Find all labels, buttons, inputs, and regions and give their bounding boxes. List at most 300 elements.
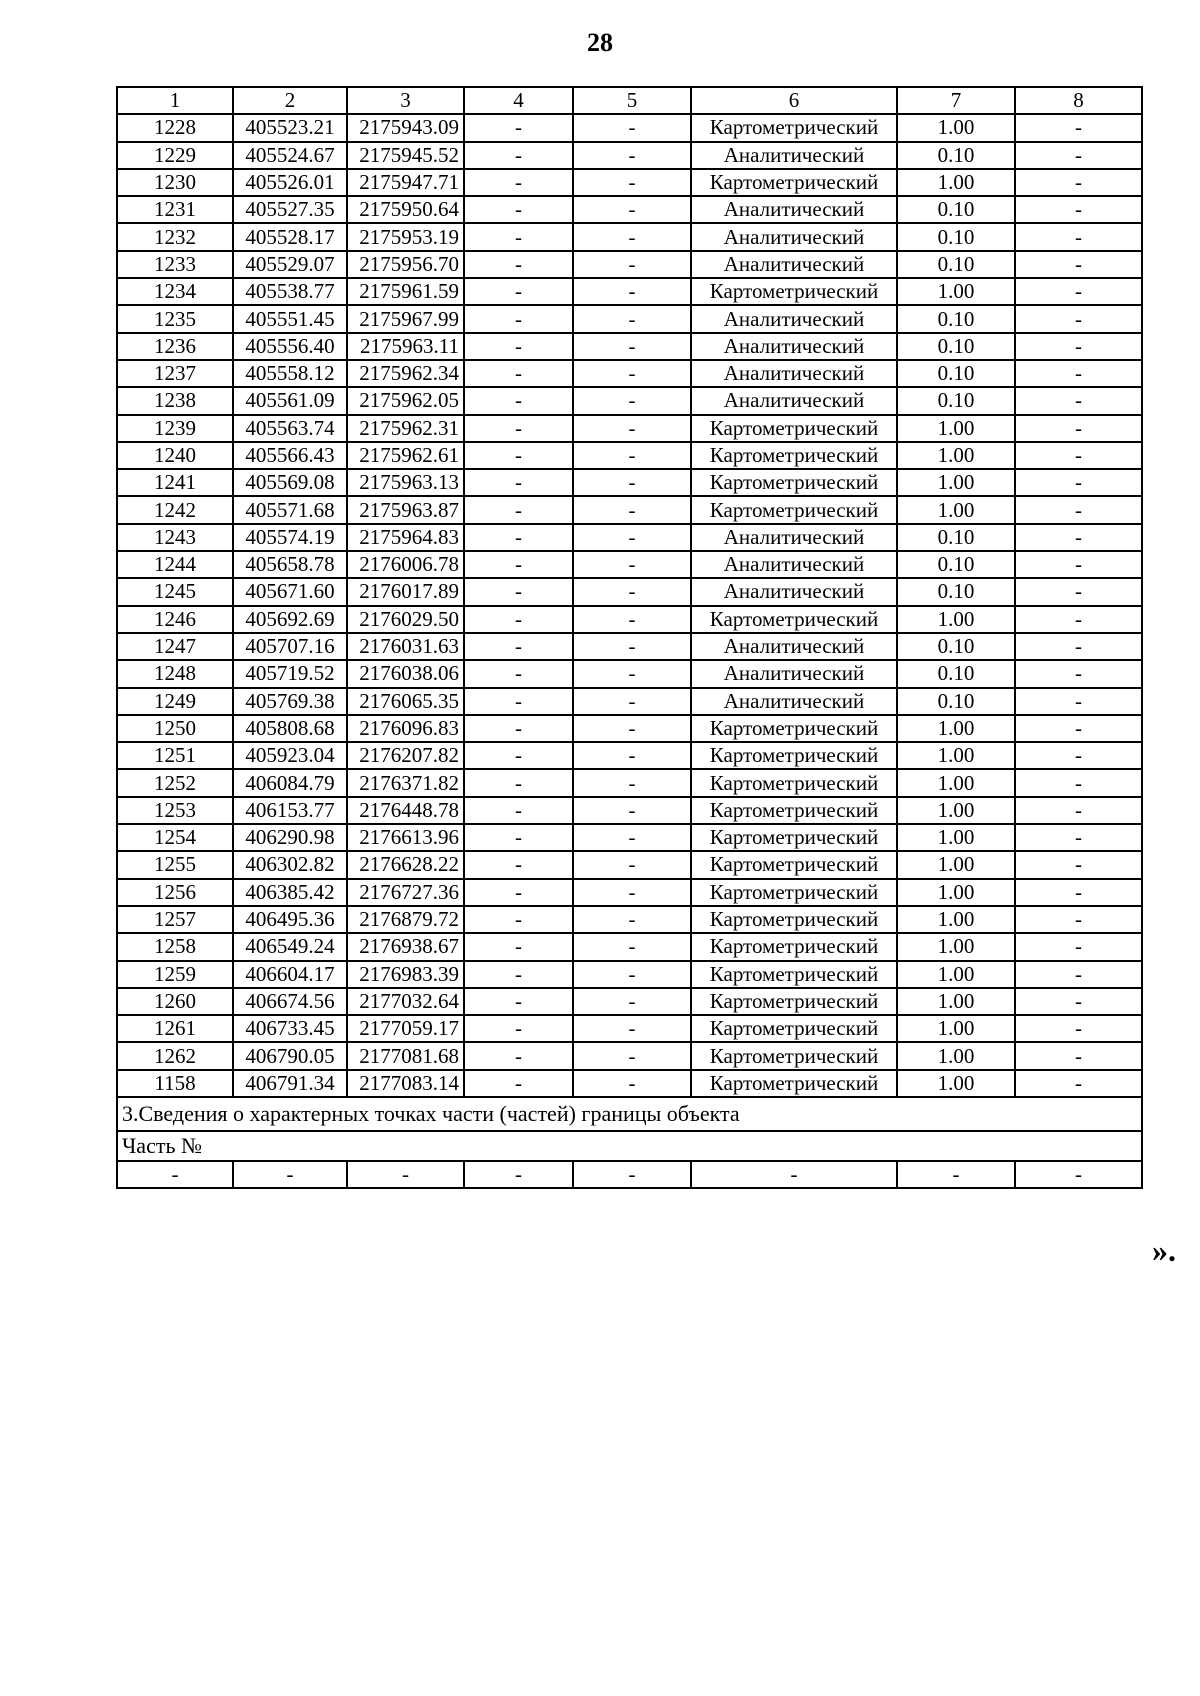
table-cell: Картометрический: [691, 114, 897, 141]
table-cell: 405923.04: [233, 742, 347, 769]
table-cell: 1238: [117, 387, 233, 414]
table-cell: -: [1015, 469, 1142, 496]
table-cell: 1.00: [897, 496, 1015, 523]
table-cell: -: [464, 251, 573, 278]
table-cell: Картометрический: [691, 278, 897, 305]
table-cell: 0.10: [897, 196, 1015, 223]
table-cell: Аналитический: [691, 196, 897, 223]
table-cell: 1228: [117, 114, 233, 141]
table-cell: 406084.79: [233, 769, 347, 796]
table-cell: -: [1015, 496, 1142, 523]
table-cell: 1262: [117, 1042, 233, 1069]
table-cell: -: [1015, 933, 1142, 960]
table-cell: 1245: [117, 578, 233, 605]
table-cell: 405528.17: [233, 223, 347, 250]
table-cell: 0.10: [897, 360, 1015, 387]
table-cell: -: [573, 251, 691, 278]
table-cell: 1230: [117, 169, 233, 196]
table-cell: 2177059.17: [347, 1015, 464, 1042]
table-cell: -: [1015, 251, 1142, 278]
table-cell: 405692.69: [233, 606, 347, 633]
table-cell: -: [1015, 879, 1142, 906]
table-row: [117, 742, 1142, 769]
table-cell: 2175963.13: [347, 469, 464, 496]
column-header: 4: [464, 87, 573, 114]
table-cell: 1.00: [897, 1015, 1015, 1042]
table-cell: -: [464, 196, 573, 223]
table-cell: -: [573, 305, 691, 332]
table-cell: -: [1015, 196, 1142, 223]
table-cell: -: [1015, 387, 1142, 414]
table-cell: 405671.60: [233, 578, 347, 605]
table-row: [117, 906, 1142, 933]
table-cell: 2175963.87: [347, 496, 464, 523]
table-cell: -: [464, 578, 573, 605]
table-cell: -: [573, 578, 691, 605]
table-row: [117, 933, 1142, 960]
table-cell: 406674.56: [233, 988, 347, 1015]
table-cell: -: [573, 387, 691, 414]
table-cell: 2175945.52: [347, 142, 464, 169]
table-cell: -: [464, 496, 573, 523]
table-cell: 1.00: [897, 769, 1015, 796]
table-row: [117, 278, 1142, 305]
column-header: 1: [117, 87, 233, 114]
table-cell: 405707.16: [233, 633, 347, 660]
table-cell: -: [464, 851, 573, 878]
table-cell: 2175967.99: [347, 305, 464, 332]
table-row: [117, 169, 1142, 196]
table-cell: Картометрический: [691, 851, 897, 878]
table-cell: 405558.12: [233, 360, 347, 387]
table-row: [117, 769, 1142, 796]
table-cell: 1248: [117, 660, 233, 687]
table-cell: -: [573, 715, 691, 742]
table-cell: -: [347, 1161, 464, 1188]
table-cell: 1.00: [897, 1042, 1015, 1069]
table-cell: 1232: [117, 223, 233, 250]
table-cell: 1.00: [897, 742, 1015, 769]
table-cell: 2176727.36: [347, 879, 464, 906]
table-cell: Картометрический: [691, 879, 897, 906]
table-cell: -: [573, 333, 691, 360]
table-row: [117, 251, 1142, 278]
table-cell: Аналитический: [691, 524, 897, 551]
table-cell: 1239: [117, 415, 233, 442]
table-cell: -: [464, 688, 573, 715]
table-cell: Аналитический: [691, 360, 897, 387]
table-cell: Картометрический: [691, 1015, 897, 1042]
table-cell: 406495.36: [233, 906, 347, 933]
table-cell: -: [573, 742, 691, 769]
table-cell: Картометрический: [691, 496, 897, 523]
table-cell: 405769.38: [233, 688, 347, 715]
table-cell: -: [1015, 305, 1142, 332]
table-row: [117, 142, 1142, 169]
table-cell: 0.10: [897, 142, 1015, 169]
table-row: [117, 223, 1142, 250]
table-header-row: [117, 87, 1142, 114]
table-cell: -: [691, 1161, 897, 1188]
table-cell: Аналитический: [691, 578, 897, 605]
table-cell: -: [464, 1161, 573, 1188]
table-cell: -: [1015, 1015, 1142, 1042]
table-cell: 405563.74: [233, 415, 347, 442]
table-cell: -: [573, 169, 691, 196]
table-cell: Картометрический: [691, 606, 897, 633]
column-header: 5: [573, 87, 691, 114]
table-cell: 2176938.67: [347, 933, 464, 960]
table-cell: -: [464, 387, 573, 414]
table-cell: 1.00: [897, 715, 1015, 742]
table-cell: Аналитический: [691, 251, 897, 278]
table-row: [117, 715, 1142, 742]
table-cell: 2175956.70: [347, 251, 464, 278]
table-cell: 2175962.31: [347, 415, 464, 442]
column-header: 8: [1015, 87, 1142, 114]
table-cell: -: [573, 633, 691, 660]
table-cell: -: [464, 906, 573, 933]
table-cell: -: [573, 442, 691, 469]
coordinates-table: [116, 86, 1143, 1189]
table-cell: 406733.45: [233, 1015, 347, 1042]
table-cell: 1255: [117, 851, 233, 878]
section-title-row: [117, 1097, 1142, 1131]
table-row: [117, 1015, 1142, 1042]
table-cell: -: [573, 1070, 691, 1097]
table-cell: -: [1015, 742, 1142, 769]
table-cell: 0.10: [897, 633, 1015, 660]
table-cell: -: [573, 415, 691, 442]
table-cell: -: [1015, 578, 1142, 605]
table-cell: 2175963.11: [347, 333, 464, 360]
table-cell: -: [1015, 851, 1142, 878]
table-cell: -: [464, 988, 573, 1015]
table-cell: -: [1015, 797, 1142, 824]
table-cell: 1.00: [897, 851, 1015, 878]
table-cell: 2176031.63: [347, 633, 464, 660]
table-row: [117, 879, 1142, 906]
table-cell: 0.10: [897, 387, 1015, 414]
table-cell: 2176983.39: [347, 961, 464, 988]
table-cell: -: [464, 305, 573, 332]
table-cell: -: [464, 1070, 573, 1097]
table-cell: 1.00: [897, 906, 1015, 933]
table-cell: -: [464, 551, 573, 578]
table-cell: 1261: [117, 1015, 233, 1042]
column-header: 3: [347, 87, 464, 114]
table-cell: 1256: [117, 879, 233, 906]
table-row: [117, 415, 1142, 442]
table-cell: Картометрический: [691, 988, 897, 1015]
table-cell: 405808.68: [233, 715, 347, 742]
table-cell: 2176038.06: [347, 660, 464, 687]
table-cell: 406385.42: [233, 879, 347, 906]
table-cell: -: [573, 851, 691, 878]
table-cell: -: [464, 469, 573, 496]
table-cell: 1234: [117, 278, 233, 305]
closing-quote: ».: [1152, 1232, 1176, 1268]
table-cell: -: [573, 797, 691, 824]
table-cell: -: [464, 142, 573, 169]
table-cell: 1246: [117, 606, 233, 633]
table-cell: Аналитический: [691, 387, 897, 414]
table-cell: 406153.77: [233, 797, 347, 824]
part-label-row: [117, 1131, 1142, 1161]
table-cell: Картометрический: [691, 469, 897, 496]
table-cell: -: [573, 688, 691, 715]
table-cell: 1244: [117, 551, 233, 578]
table-row: [117, 524, 1142, 551]
table-cell: Картометрический: [691, 415, 897, 442]
table-cell: 1.00: [897, 606, 1015, 633]
table-cell: Картометрический: [691, 906, 897, 933]
table-cell: -: [464, 114, 573, 141]
table-cell: 1.00: [897, 879, 1015, 906]
table-cell: 2175961.59: [347, 278, 464, 305]
table-cell: 1.00: [897, 797, 1015, 824]
table-cell: -: [1015, 415, 1142, 442]
table-cell: 1258: [117, 933, 233, 960]
table-cell: 1229: [117, 142, 233, 169]
table-cell: -: [573, 223, 691, 250]
table-cell: 2176613.96: [347, 824, 464, 851]
table-cell: Картометрический: [691, 824, 897, 851]
table-cell: 2175962.34: [347, 360, 464, 387]
table-cell: 405527.35: [233, 196, 347, 223]
table-cell: 2177083.14: [347, 1070, 464, 1097]
table-cell: -: [1015, 606, 1142, 633]
table-row: [117, 114, 1142, 141]
table-cell: -: [464, 442, 573, 469]
table-cell: -: [573, 524, 691, 551]
table-cell: -: [573, 933, 691, 960]
table-cell: Картометрический: [691, 1070, 897, 1097]
table-cell: 1252: [117, 769, 233, 796]
table-cell: Аналитический: [691, 660, 897, 687]
table-cell: -: [464, 660, 573, 687]
table-cell: 2176879.72: [347, 906, 464, 933]
table-row: [117, 1070, 1142, 1097]
table-row: [117, 496, 1142, 523]
table-cell: 1.00: [897, 988, 1015, 1015]
table-cell: 1257: [117, 906, 233, 933]
table-cell: 1.00: [897, 469, 1015, 496]
table-cell: -: [1015, 333, 1142, 360]
table-cell: 1240: [117, 442, 233, 469]
table-cell: 1.00: [897, 824, 1015, 851]
table-cell: 406604.17: [233, 961, 347, 988]
table-cell: -: [1015, 360, 1142, 387]
table-cell: -: [573, 360, 691, 387]
table-cell: 1.00: [897, 114, 1015, 141]
table-cell: Аналитический: [691, 633, 897, 660]
table-cell: 2176096.83: [347, 715, 464, 742]
table-cell: 2175962.61: [347, 442, 464, 469]
table-cell: -: [573, 496, 691, 523]
table-row: [117, 442, 1142, 469]
table-cell: -: [464, 933, 573, 960]
table-cell: -: [464, 415, 573, 442]
table-cell: 1259: [117, 961, 233, 988]
table-cell: -: [573, 469, 691, 496]
table-cell: 405556.40: [233, 333, 347, 360]
table-cell: -: [1015, 688, 1142, 715]
table-cell: 406790.05: [233, 1042, 347, 1069]
table-cell: Картометрический: [691, 933, 897, 960]
table-cell: 405571.68: [233, 496, 347, 523]
table-cell: 405574.19: [233, 524, 347, 551]
table-cell: -: [1015, 142, 1142, 169]
table-cell: -: [1015, 223, 1142, 250]
table-cell: -: [573, 1161, 691, 1188]
table-cell: -: [1015, 988, 1142, 1015]
table-cell: 1.00: [897, 169, 1015, 196]
table-row: [117, 851, 1142, 878]
table-row: [117, 333, 1142, 360]
table-cell: 0.10: [897, 333, 1015, 360]
table-cell: -: [573, 906, 691, 933]
table-cell: -: [573, 606, 691, 633]
table-cell: 2176628.22: [347, 851, 464, 878]
table-row: [117, 305, 1142, 332]
table-cell: Аналитический: [691, 223, 897, 250]
table-cell: 1251: [117, 742, 233, 769]
table-cell: -: [464, 223, 573, 250]
table-cell: -: [464, 333, 573, 360]
section-title: 3.Сведения о характерных точках части (частей) границы объекта: [117, 1097, 1142, 1131]
table-cell: -: [233, 1161, 347, 1188]
empty-row: [117, 1161, 1142, 1188]
table-cell: 405569.08: [233, 469, 347, 496]
table-cell: 405561.09: [233, 387, 347, 414]
table-cell: 1237: [117, 360, 233, 387]
table-cell: Аналитический: [691, 305, 897, 332]
table-cell: Картометрический: [691, 769, 897, 796]
table-cell: 1231: [117, 196, 233, 223]
table-cell: 2175962.05: [347, 387, 464, 414]
table-row: [117, 551, 1142, 578]
table-cell: 1.00: [897, 415, 1015, 442]
table-cell: 0.10: [897, 223, 1015, 250]
table-cell: 1.00: [897, 1070, 1015, 1097]
table-cell: 406549.24: [233, 933, 347, 960]
table-cell: -: [464, 824, 573, 851]
table-row: [117, 797, 1142, 824]
table-cell: Картометрический: [691, 715, 897, 742]
table-cell: -: [573, 551, 691, 578]
table-row: [117, 360, 1142, 387]
table-cell: 2175950.64: [347, 196, 464, 223]
table-cell: -: [464, 797, 573, 824]
table-cell: -: [117, 1161, 233, 1188]
table-row: [117, 1042, 1142, 1069]
column-header: 7: [897, 87, 1015, 114]
table-cell: 1260: [117, 988, 233, 1015]
table-cell: 2177081.68: [347, 1042, 464, 1069]
table-cell: 0.10: [897, 251, 1015, 278]
table-cell: -: [573, 879, 691, 906]
table-cell: 2176006.78: [347, 551, 464, 578]
column-header: 6: [691, 87, 897, 114]
table-cell: 1249: [117, 688, 233, 715]
table-cell: -: [464, 524, 573, 551]
table-cell: Картометрический: [691, 742, 897, 769]
table-cell: 2176029.50: [347, 606, 464, 633]
table-cell: -: [573, 961, 691, 988]
table-cell: -: [464, 742, 573, 769]
table-cell: -: [573, 769, 691, 796]
table-cell: 2176017.89: [347, 578, 464, 605]
table-cell: Картометрический: [691, 961, 897, 988]
table-cell: -: [1015, 442, 1142, 469]
table-cell: -: [1015, 1070, 1142, 1097]
table-cell: 405524.67: [233, 142, 347, 169]
table-cell: 406302.82: [233, 851, 347, 878]
table-cell: -: [464, 169, 573, 196]
table-cell: -: [464, 606, 573, 633]
table-cell: -: [1015, 1042, 1142, 1069]
table-cell: 1.00: [897, 933, 1015, 960]
table-cell: -: [573, 142, 691, 169]
table-cell: Аналитический: [691, 142, 897, 169]
table-cell: -: [573, 278, 691, 305]
table-cell: 1250: [117, 715, 233, 742]
table-cell: 1241: [117, 469, 233, 496]
table-cell: 0.10: [897, 688, 1015, 715]
table-cell: -: [464, 1042, 573, 1069]
table-cell: 2175947.71: [347, 169, 464, 196]
table-cell: -: [573, 1042, 691, 1069]
table-cell: 1.00: [897, 278, 1015, 305]
table-row: [117, 469, 1142, 496]
table-cell: 1.00: [897, 442, 1015, 469]
table-cell: 1242: [117, 496, 233, 523]
table-cell: 405566.43: [233, 442, 347, 469]
table-cell: Аналитический: [691, 551, 897, 578]
table-cell: 0.10: [897, 551, 1015, 578]
table-cell: 405658.78: [233, 551, 347, 578]
table-row: [117, 578, 1142, 605]
table-cell: 2176371.82: [347, 769, 464, 796]
table-cell: 405538.77: [233, 278, 347, 305]
table-row: [117, 196, 1142, 223]
column-header: 2: [233, 87, 347, 114]
table-cell: 2175953.19: [347, 223, 464, 250]
table-row: [117, 660, 1142, 687]
table-row: [117, 606, 1142, 633]
table-cell: Аналитический: [691, 333, 897, 360]
table-cell: -: [1015, 824, 1142, 851]
table-cell: -: [464, 278, 573, 305]
table-cell: 405526.01: [233, 169, 347, 196]
table-cell: 2176207.82: [347, 742, 464, 769]
table-cell: 405523.21: [233, 114, 347, 141]
table-cell: -: [1015, 961, 1142, 988]
table-cell: Картометрический: [691, 1042, 897, 1069]
table-cell: Картометрический: [691, 797, 897, 824]
table-cell: 1158: [117, 1070, 233, 1097]
table-cell: 1254: [117, 824, 233, 851]
table-row: [117, 387, 1142, 414]
table-cell: 405719.52: [233, 660, 347, 687]
table-cell: -: [573, 1015, 691, 1042]
table-cell: 406290.98: [233, 824, 347, 851]
table-cell: Картометрический: [691, 169, 897, 196]
table-cell: 2176065.35: [347, 688, 464, 715]
table-cell: -: [1015, 660, 1142, 687]
table-cell: -: [1015, 633, 1142, 660]
